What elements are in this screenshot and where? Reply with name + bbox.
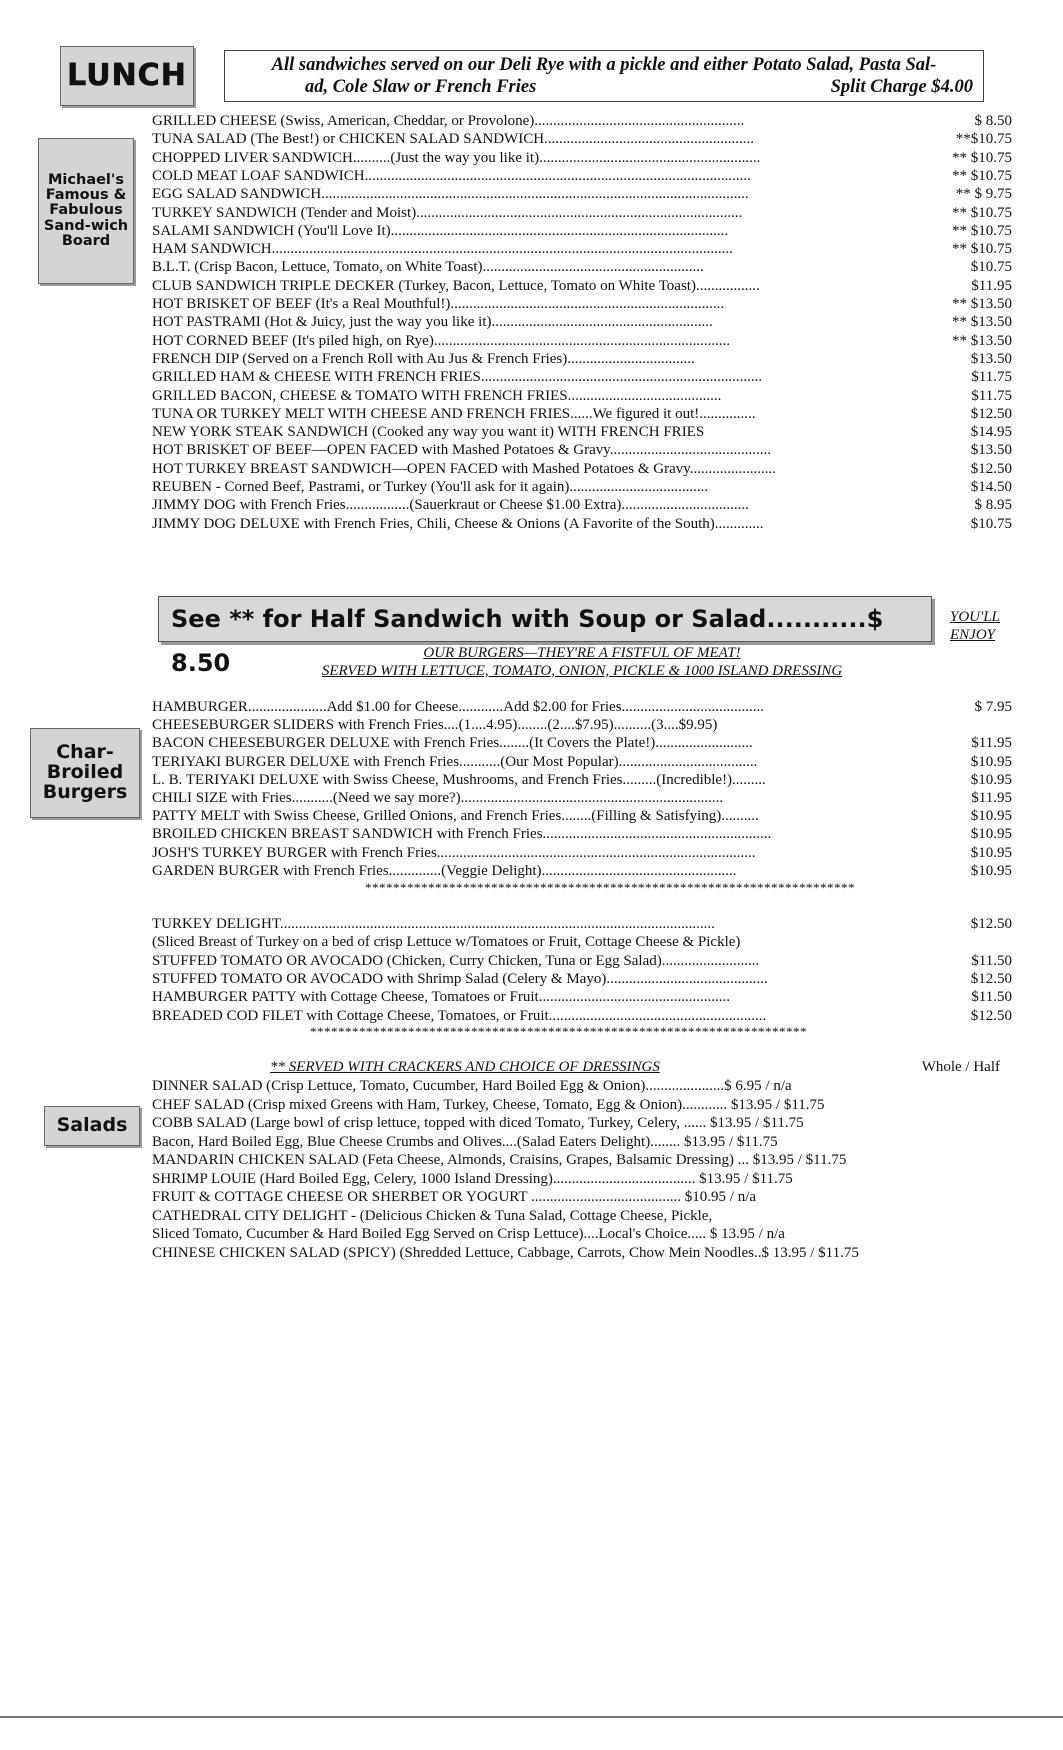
- menu-row: [152, 698, 1012, 716]
- enjoy-note-line-2: ENJOY: [950, 627, 995, 643]
- menu-item-text: Bacon, Hard Boiled Egg, Blue Cheese Crumbs and Olives....(Salad Eaters Delight)........ $13.95 / $11.75: [152, 1133, 778, 1150]
- menu-item-text: CHEF SALAD (Crisp mixed Greens with Ham, Turkey, Cheese, Tomato, Egg & Onion)............ $13.95 / $11.75: [152, 1096, 825, 1113]
- menu-item-text: BREADED COD FILET with Cottage Cheese, Tomatoes, or Fruit..........................................................: [152, 1007, 767, 1024]
- menu-row: [152, 167, 1012, 185]
- menu-item-text: HOT BRISKET OF BEEF (It's a Real Mouthful!).........................................................................: [152, 296, 725, 312]
- menu-item-price: $10.95: [970, 771, 1012, 788]
- menu-item-text: CHINESE CHICKEN SALAD (SPICY) (Shredded Lettuce, Cabbage, Carrots, Chow Mein Noodles..$ 13.95 / $11.75: [152, 1244, 859, 1261]
- menu-item-text: HAM SANDWICH...........................................................................................................................: [152, 241, 733, 258]
- menu-item-price: $11.95: [971, 277, 1012, 294]
- menu-row: [152, 825, 1012, 843]
- menu-row: [152, 915, 1012, 933]
- menu-row: [152, 1244, 1012, 1262]
- menu-row: [152, 204, 1012, 222]
- menu-row: [152, 933, 1012, 951]
- menu-row: [152, 496, 1012, 514]
- menu-item-text: TUNA SALAD (The Best!) or CHICKEN SALAD SANDWICH........................................................: [152, 131, 755, 148]
- menu-item-text: HOT CORNED BEEF (It's piled high, on Rye)...............................................................................: [152, 332, 731, 349]
- menu-item-price: $11.50: [971, 952, 1012, 969]
- menu-item-text: CATHEDRAL CITY DELIGHT - (Delicious Chicken & Tuna Salad, Cottage Cheese, Pickle,: [152, 1207, 713, 1224]
- menu-item-price: $10.95: [970, 826, 1012, 843]
- menu-item-price: $ 8.95: [974, 497, 1012, 514]
- menu-item-price: ** $ 9.75: [955, 186, 1012, 203]
- menu-item-text: GARDEN BURGER with French Fries..............(Veggie Delight)....................................................: [152, 862, 737, 879]
- menu-row: [152, 753, 1012, 771]
- menu-item-price: $12.50: [970, 916, 1012, 932]
- menu-row: [152, 112, 1012, 130]
- menu-row: [152, 844, 1012, 862]
- menu-item-text: GRILLED BACON, CHEESE & TOMATO WITH FRENCH FRIES.........................................: [152, 387, 722, 404]
- menu-item-price: $14.50: [970, 479, 1012, 495]
- intro-line-1: All sandwiches served on our Deli Rye with a pickle and either Potato Salad, Pasta Sal-: [271, 55, 937, 75]
- menu-item-price: ** $10.75: [952, 204, 1012, 221]
- menu-item-text: FRENCH DIP (Served on a French Roll with Au Jus & French Fries)..................................: [152, 350, 695, 367]
- menu-item-price: $14.95: [970, 424, 1012, 441]
- menu-item-text: HOT BRISKET OF BEEF—OPEN FACED with Mashed Potatoes & Gravy...........................................: [152, 442, 772, 459]
- salads-columns: Whole / Half: [921, 1059, 1000, 1075]
- menu-item-text: PATTY MELT with Swiss Cheese, Grilled Onions, and French Fries........(Filling & Satisfying)..........: [152, 808, 759, 825]
- menu-row: [152, 258, 1012, 276]
- menu-item-text: CHILI SIZE with Fries...........(Need we say more?)......................................................................: [152, 790, 724, 806]
- menu-item-text: REUBEN - Corned Beef, Pastrami, or Turkey (You'll ask for it again).....................................: [152, 479, 709, 495]
- menu-row: [152, 771, 1012, 789]
- menu-item-text: TERIYAKI BURGER DELUXE with French Fries...........(Our Most Popular).....................................: [152, 753, 758, 770]
- menu-row: [152, 1007, 1012, 1025]
- menu-item-text: JIMMY DOG DELUXE with French Fries, Chili, Cheese & Onions (A Favorite of the South).............: [152, 515, 764, 532]
- menu-row: [152, 460, 1012, 478]
- menu-row: [152, 1207, 1012, 1225]
- menu-row: [152, 515, 1012, 533]
- menu-item-price: $10.95: [970, 753, 1012, 770]
- burgers-heading-1: OUR BURGERS—THEY'RE A FISTFUL OF MEAT!: [423, 645, 741, 661]
- menu-item-price: $13.50: [970, 350, 1012, 367]
- menu-item-text: Sliced Tomato, Cucumber & Hard Boiled Egg Served on Crisp Lettuce)....Local's Choice..... $ 13.95 / n/a: [152, 1226, 785, 1242]
- menu-row: [152, 1225, 1012, 1243]
- menu-item-text: CHOPPED LIVER SANDWICH..........(Just the way you like it)...........................................................: [152, 149, 761, 166]
- menu-item-price: $12.50: [970, 460, 1012, 477]
- menu-row: [152, 387, 1012, 405]
- menu-item-text: SALAMI SANDWICH (You'll Love It)..........................................................................................: [152, 222, 729, 239]
- menu-item-price: ** $10.75: [952, 149, 1012, 166]
- menu-item-price: $12.50: [970, 1007, 1012, 1024]
- menu-item-price: $12.50: [970, 405, 1012, 422]
- menu-item-price: $10.75: [970, 515, 1012, 532]
- menu-item-text: JIMMY DOG with French Fries.................(Sauerkraut or Cheese $1.00 Extra)..................................: [152, 497, 749, 514]
- menu-item-price: $10.75: [970, 259, 1012, 276]
- menu-row: [152, 277, 1012, 295]
- menu-item-price: $ 7.95: [974, 699, 1012, 715]
- split-charge: Split Charge $4.00: [830, 77, 973, 97]
- menu-item-text: SHRIMP LOUIE (Hard Boiled Egg, Celery, 1000 Island Dressing)...................................... $13.95 / $11.75: [152, 1170, 793, 1187]
- bottom-rule: [0, 1716, 1063, 1718]
- menu-item-text: (Sliced Breast of Turkey on a bed of crisp Lettuce w/Tomatoes or Fruit, Cottage Cheese & Pickle): [152, 934, 741, 951]
- menu-row: [152, 1077, 1012, 1095]
- menu-item-price: ** $10.75: [952, 222, 1012, 239]
- salads-label-text: Salads: [56, 1114, 128, 1137]
- stars-divider-1: **********************************************************************: [365, 880, 855, 895]
- menu-row: [152, 185, 1012, 203]
- menu-item-price: $12.50: [970, 970, 1012, 987]
- menu-item-price: ** $13.50: [952, 296, 1012, 312]
- menu-row: [152, 716, 1012, 734]
- menu-item-text: JOSH'S TURKEY BURGER with French Fries.....................................................................................: [152, 844, 756, 861]
- menu-row: [152, 807, 1012, 825]
- burgers-heading: [152, 644, 1012, 684]
- menu-row: [152, 1170, 1012, 1188]
- menu-row: [152, 734, 1012, 752]
- lunch-label-text: LUNCH: [67, 58, 187, 94]
- menu-item-text: FRUIT & COTTAGE CHEESE OR SHERBET OR YOGURT ........................................ $10.95 / n/a: [152, 1189, 757, 1205]
- menu-item-text: COLD MEAT LOAF SANDWICH.......................................................................................................: [152, 167, 751, 184]
- lunch-label: [60, 46, 194, 106]
- intro-line-2-left: ad, Cole Slaw or French Fries: [305, 77, 537, 97]
- menu-item-price: **$10.75: [955, 131, 1012, 148]
- menu-item-price: ** $10.75: [952, 241, 1012, 258]
- menu-row: [152, 295, 1012, 313]
- menu-row: [152, 862, 1012, 880]
- menu-item-text: TURKEY DELIGHT....................................................................................................................: [152, 916, 715, 932]
- menu-row: [152, 970, 1012, 988]
- menu-item-text: GRILLED CHEESE (Swiss, American, Cheddar, or Provolone)........................................................: [152, 113, 745, 129]
- enjoy-note: [950, 608, 1020, 644]
- menu-item-price: $10.95: [970, 808, 1012, 825]
- menu-item-text: DINNER SALAD (Crisp Lettuce, Tomato, Cucumber, Hard Boiled Egg & Onion).....................$ 6.95 / n/a: [152, 1078, 792, 1094]
- menu-row: [152, 332, 1012, 350]
- menu-item-price: $13.50: [970, 442, 1012, 459]
- menu-item-text: TUNA OR TURKEY MELT WITH CHEESE AND FRENCH FRIES......We figured it out!...............: [152, 405, 756, 422]
- menu-item-text: HOT PASTRAMI (Hot & Juicy, just the way you like it)...........................................................: [152, 314, 713, 331]
- menu-row: [152, 1096, 1012, 1114]
- enjoy-note-line-1: YOU'LL: [950, 609, 1000, 625]
- menu-item-text: CHEESEBURGER SLIDERS with French Fries....(1....4.95)........(2....$7.95)..........(3....$9.95): [152, 717, 718, 734]
- menu-item-price: ** $13.50: [952, 332, 1012, 349]
- menu-item-text: HAMBURGER PATTY with Cottage Cheese, Tomatoes or Fruit...................................................: [152, 989, 730, 1006]
- menu-item-text: L. B. TERIYAKI DELUXE with Swiss Cheese, Mushrooms, and French Fries.........(Incredible!).........: [152, 771, 766, 788]
- menu-row: [152, 149, 1012, 167]
- menu-item-price: ** $13.50: [952, 314, 1012, 331]
- menu-item-text: COBB SALAD (Large bowl of crisp lettuce, topped with diced Tomato, Turkey, Celery, ...... $13.95 / $11.75: [152, 1115, 804, 1131]
- menu-item-text: NEW YORK STEAK SANDWICH (Cooked any way you want it) WITH FRENCH FRIES: [152, 424, 705, 441]
- menu-row: [152, 313, 1012, 331]
- menu-row: [152, 222, 1012, 240]
- menu-item-text: GRILLED HAM & CHEESE WITH FRENCH FRIES...........................................................................: [152, 369, 763, 386]
- salads-heading-title: ** SERVED WITH CRACKERS AND CHOICE OF DRESSINGS: [270, 1059, 660, 1075]
- menu-row: [152, 368, 1012, 386]
- menu-item-price: $11.50: [971, 989, 1012, 1006]
- menu-item-text: TURKEY SANDWICH (Tender and Moist).......................................................................................: [152, 204, 743, 221]
- menu-item-text: BROILED CHICKEN BREAST SANDWICH with French Fries.............................................................: [152, 826, 772, 843]
- menu-row: [152, 423, 1012, 441]
- menu-row: [152, 988, 1012, 1006]
- menu-row: [152, 789, 1012, 807]
- sandwich-board-label-text: Michael's Famous & Fabulous Sand-wich Board: [43, 171, 129, 249]
- sandwich-board-label: [38, 138, 134, 284]
- menu-item-price: $11.95: [971, 735, 1012, 752]
- menu-item-price: $11.75: [971, 369, 1012, 386]
- salads-heading: [152, 1057, 1012, 1077]
- intro-line-2: [235, 76, 973, 98]
- menu-row: [152, 1188, 1012, 1206]
- menu-row: [152, 1133, 1012, 1151]
- menu-item-text: B.L.T. (Crisp Bacon, Lettuce, Tomato, on White Toast)...........................................................: [152, 259, 704, 276]
- burgers-heading-2: SERVED WITH LETTUCE, TOMATO, ONION, PICKLE & 1000 ISLAND DRESSING: [321, 663, 843, 679]
- menu-row: [152, 1114, 1012, 1132]
- lunch-intro-box: [224, 50, 984, 102]
- menu-row: [152, 952, 1012, 970]
- menu-item-text: HAMBURGER.....................Add $1.00 for Cheese............Add $2.00 for Fries......................................: [152, 699, 765, 715]
- menu-row: [152, 405, 1012, 423]
- salads-label: [44, 1106, 140, 1146]
- menu-item-text: BACON CHEESEBURGER DELUXE with French Fries........(It Covers the Plate!)..........................: [152, 735, 753, 752]
- menu-item-text: EGG SALAD SANDWICH..................................................................................................................: [152, 186, 749, 203]
- menu-row: [152, 130, 1012, 148]
- stars-divider-2: ***********************************************************************: [310, 1024, 807, 1039]
- menu-row: [152, 441, 1012, 459]
- burgers-label-text: Char-Broiled Burgers: [42, 741, 128, 803]
- menu-item-text: HOT TURKEY BREAST SANDWICH—OPEN FACED with Mashed Potatoes & Gravy.......................: [152, 460, 777, 477]
- menu-row: [152, 240, 1012, 258]
- menu-row: [152, 478, 1012, 496]
- menu-item-text: STUFFED TOMATO OR AVOCADO (Chicken, Curry Chicken, Tuna or Egg Salad)..........................: [152, 952, 760, 969]
- menu-item-text: STUFFED TOMATO OR AVOCADO with Shrimp Salad (Celery & Mayo)...........................................: [152, 970, 768, 987]
- menu-item-price: $ 8.50: [974, 113, 1012, 129]
- menu-item-price: $10.95: [970, 862, 1012, 879]
- menu-item-price: ** $10.75: [952, 167, 1012, 184]
- menu-row: [152, 1151, 1012, 1169]
- menu-item-price: $11.95: [971, 790, 1012, 806]
- menu-item-price: $10.95: [970, 844, 1012, 861]
- menu-row: [152, 350, 1012, 368]
- half-sandwich-banner-text: See ** for Half Sandwich with Soup or Salad...........$ 8.50: [171, 605, 884, 677]
- menu-item-price: $11.75: [971, 387, 1012, 404]
- menu-item-text: CLUB SANDWICH TRIPLE DECKER (Turkey, Bacon, Lettuce, Tomato on White Toast).................: [152, 277, 760, 294]
- menu-item-text: MANDARIN CHICKEN SALAD (Feta Cheese, Almonds, Craisins, Grapes, Balsamic Dressing) ... $13.95 / $11.75: [152, 1152, 847, 1168]
- burgers-label: [30, 728, 140, 818]
